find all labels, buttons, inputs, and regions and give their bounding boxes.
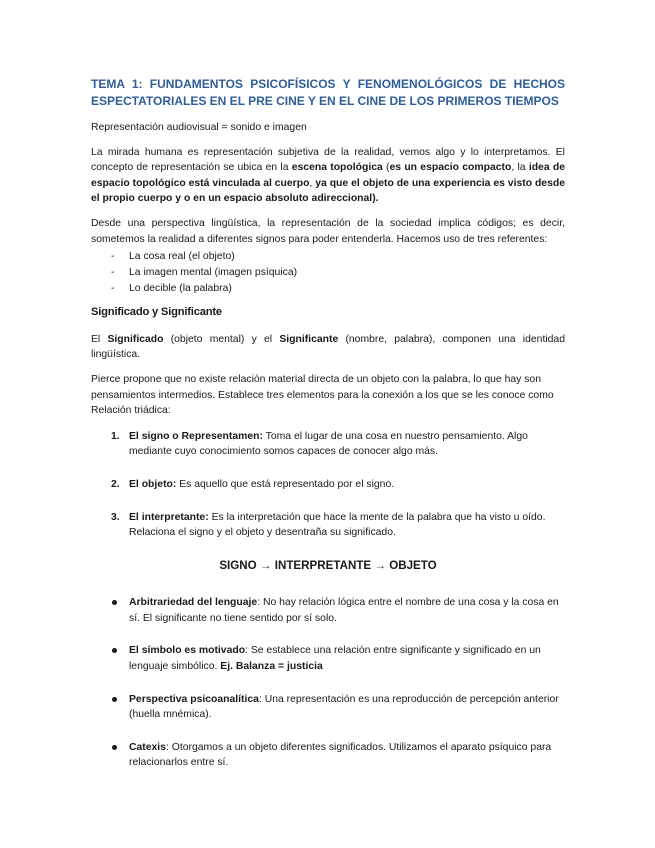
- list-item-text: La imagen mental (imagen psíquica): [129, 267, 298, 279]
- bullet-icon: [112, 697, 117, 702]
- list-item: [91, 692, 565, 723]
- formula-term: SIGNO: [219, 558, 257, 572]
- bold-term: Perspectiva psicoanalítica: [129, 693, 259, 705]
- list-item: [91, 249, 565, 265]
- document-title: TEMA 1: FUNDAMENTOS PSICOFÍSICOS Y FENOMENOLÓGICOS DE HECHOS ESPECTATORIALES EN EL PRE CINE Y EN EL CINE DE LOS PRIMEROS TIEMPOS: [91, 77, 565, 108]
- bold-term: Significante: [279, 333, 339, 345]
- item-number: 2.: [111, 478, 120, 490]
- paragraph-significado: [91, 332, 565, 363]
- paragraph-pierce: Pierce propone que no existe relación material directa de un objeto con la palabra, lo que hay son pensamientos intermedios. Establece tres elementos para la conexión a los que se les conoce como Relación triádica:: [91, 373, 554, 417]
- dash-marker: -: [111, 267, 115, 279]
- list-item: [91, 740, 565, 771]
- paragraph-linguistic: Desde una perspectiva lingüística, la representación de la sociedad implica códigos; es decir, sometemos la realidad a diferentes signos para poder entenderla. Hacemos uso de tres referentes:: [91, 217, 565, 245]
- list-item-text: Es aquello que está representado por el signo.: [176, 478, 395, 490]
- list-item: [91, 643, 565, 674]
- list-item: [91, 477, 565, 493]
- formula-term: INTERPRETANTE: [274, 558, 372, 572]
- bold-term: Catexis: [129, 741, 166, 753]
- bullet-icon: [112, 648, 117, 653]
- arrow-icon: →: [259, 558, 272, 572]
- list-item: [91, 595, 565, 626]
- bullet-icon: [112, 600, 117, 605]
- paragraph-text: ,: [309, 177, 316, 189]
- dash-marker: -: [111, 251, 115, 263]
- arrow-icon: →: [374, 558, 386, 572]
- bold-term: El signo o Representamen:: [129, 430, 263, 442]
- list-item: [91, 281, 565, 297]
- paragraph-text: , la: [511, 162, 529, 174]
- bold-term: El símbolo es motivado: [129, 645, 246, 657]
- paragraph-text: El: [91, 333, 108, 345]
- section-heading: Significado y Significante: [91, 306, 222, 319]
- list-item-text: : Se establece una relación entre significante y significado en un lenguaje simbólico.: [129, 645, 541, 673]
- list-item-text: Es la interpretación que hace la mente de la palabra que ha visto u oído. Relaciona el signo y el objeto y desentraña su significado.: [129, 511, 546, 539]
- bold-example: Ej. Balanza = justicia: [220, 661, 323, 673]
- bold-term: idea de espacio topológico está vinculada al cuerpo: [91, 162, 566, 189]
- bold-term: es un espacio compacto: [389, 162, 512, 174]
- bold-term: escena topológica: [291, 162, 383, 174]
- list-item-text: Toma el lugar de una cosa en nuestro pensamiento. Algo mediante cuyo conocimiento somos capaces de conocer algo más.: [129, 430, 528, 458]
- list-item-text: : Una representación es una reproducción de percepción anterior (huella mnémica).: [129, 693, 559, 721]
- list-item-text: : Otorgamos a un objeto diferentes significados. Utilizamos el aparato psíquico para relacionarlos entre sí.: [129, 741, 552, 769]
- paragraph-text: ).: [372, 193, 379, 205]
- list-item-text: Lo decible (la palabra): [129, 283, 232, 295]
- paragraph-text: La mirada humana es representación subjetiva de la realidad, vemos algo y lo interpretamos. El concepto de representación se ubica en la: [91, 146, 565, 174]
- list-item-text: La cosa real (el objeto): [129, 251, 235, 263]
- paragraph-text: (: [382, 162, 390, 174]
- bullet-icon: [112, 745, 117, 750]
- item-number: 1.: [111, 430, 120, 442]
- bold-term: ya que el objeto de una experiencia es visto desde el propio cuerpo y o en un espacio absoluto adireccional: [91, 177, 565, 205]
- dash-marker: -: [111, 283, 115, 295]
- triadic-list: [91, 429, 565, 541]
- paragraph-representation: [91, 145, 565, 207]
- formula-term: OBJETO: [389, 558, 437, 572]
- intro-line: Representación audiovisual = sonido e imagen: [91, 122, 307, 133]
- item-number: 3.: [111, 511, 120, 523]
- list-item-text: : No hay relación lógica entre el nombre de una cosa y la cosa en sí. El significante no tiene sentido por sí solo.: [129, 597, 559, 624]
- paragraph-text: (nombre, palabra), componen una identidad lingüística.: [91, 333, 565, 361]
- bold-term: El interpretante:: [129, 511, 209, 523]
- formula-line: [91, 558, 565, 574]
- list-item: [91, 429, 565, 460]
- bold-term: El objeto:: [129, 478, 177, 490]
- paragraph-text: (objeto mental) y el: [163, 333, 280, 345]
- bold-term: Significado: [107, 333, 164, 345]
- referents-list: [91, 249, 565, 297]
- list-item: [91, 510, 565, 541]
- bold-term: Arbitrariedad del lenguaje: [129, 597, 258, 609]
- concepts-list: [91, 595, 565, 771]
- list-item: [91, 265, 565, 281]
